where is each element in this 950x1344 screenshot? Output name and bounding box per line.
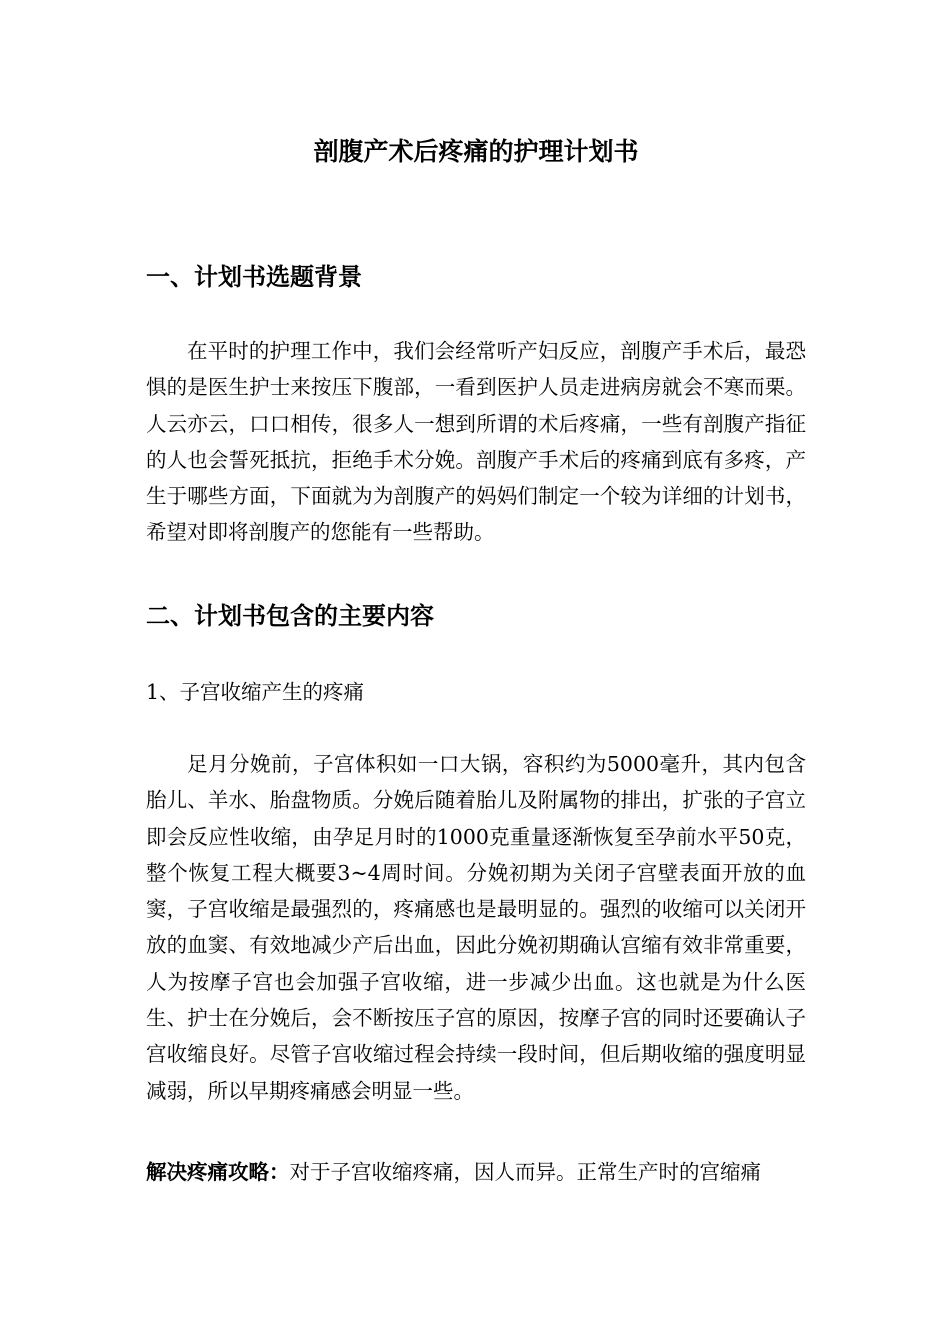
pain-strategy-label: 解决疼痛攻略：: [146, 1160, 290, 1184]
pain-strategy-paragraph: [146, 1154, 806, 1190]
section-heading-main-content: 二、计划书包含的主要内容: [146, 602, 434, 630]
section-heading-background: 一、计划书选题背景: [146, 263, 362, 291]
pain-strategy-text: 对于子宫收缩疼痛，因人而异。正常生产时的宫缩痛: [289, 1160, 761, 1184]
document-title: 剖腹产术后疼痛的护理计划书: [313, 137, 639, 166]
background-paragraph: 在平时的护理工作中，我们会经常听产妇反应，剖腹产手术后，最恐惧的是医生护士来按压下腹部，一看到医护人员走进病房就会不寒而栗。人云亦云，口口相传，很多人一想到所谓的术后疼痛，一些有剖腹产指征的人也会誓死抵抗，拒绝手术分娩。剖腹产手术后的疼痛到底有多疼，产生于哪些方面，下面就为为剖腹产的妈妈们制定一个较为详细的计划书，希望对即将剖腹产的您能有一些帮助。: [146, 339, 806, 545]
subheading-uterine-contraction-pain: 1、子宫收缩产生的疼痛: [146, 680, 365, 704]
uterine-contraction-paragraph: 足月分娩前，子宫体积如一口大锅，容积约为5000毫升，其内包含胎儿、羊水、胎盘物质。分娩后随着胎儿及附属物的排出，扩张的子宫立即会反应性收缩，由孕足月时的1000克重量逐渐恢复至孕前水平50克，整个恢复工程大概要3~4周时间。分娩初期为关闭子宫壁表面开放的血窦，子宫收缩是最强烈的，疼痛感也是最明显的。强烈的收缩可以关闭开放的血窦、有效地减少产后出血，因此分娩初期确认宫缩有效非常重要，人为按摩子宫也会加强子宫收缩，进一步减少出血。这也就是为什么医生、护士在分娩后，会不断按压子宫的原因，按摩子宫的同时还要确认子宫收缩良好。尽管子宫收缩过程会持续一段时间，但后期收缩的强度明显减弱，所以早期疼痛感会明显一些。: [146, 752, 806, 1103]
